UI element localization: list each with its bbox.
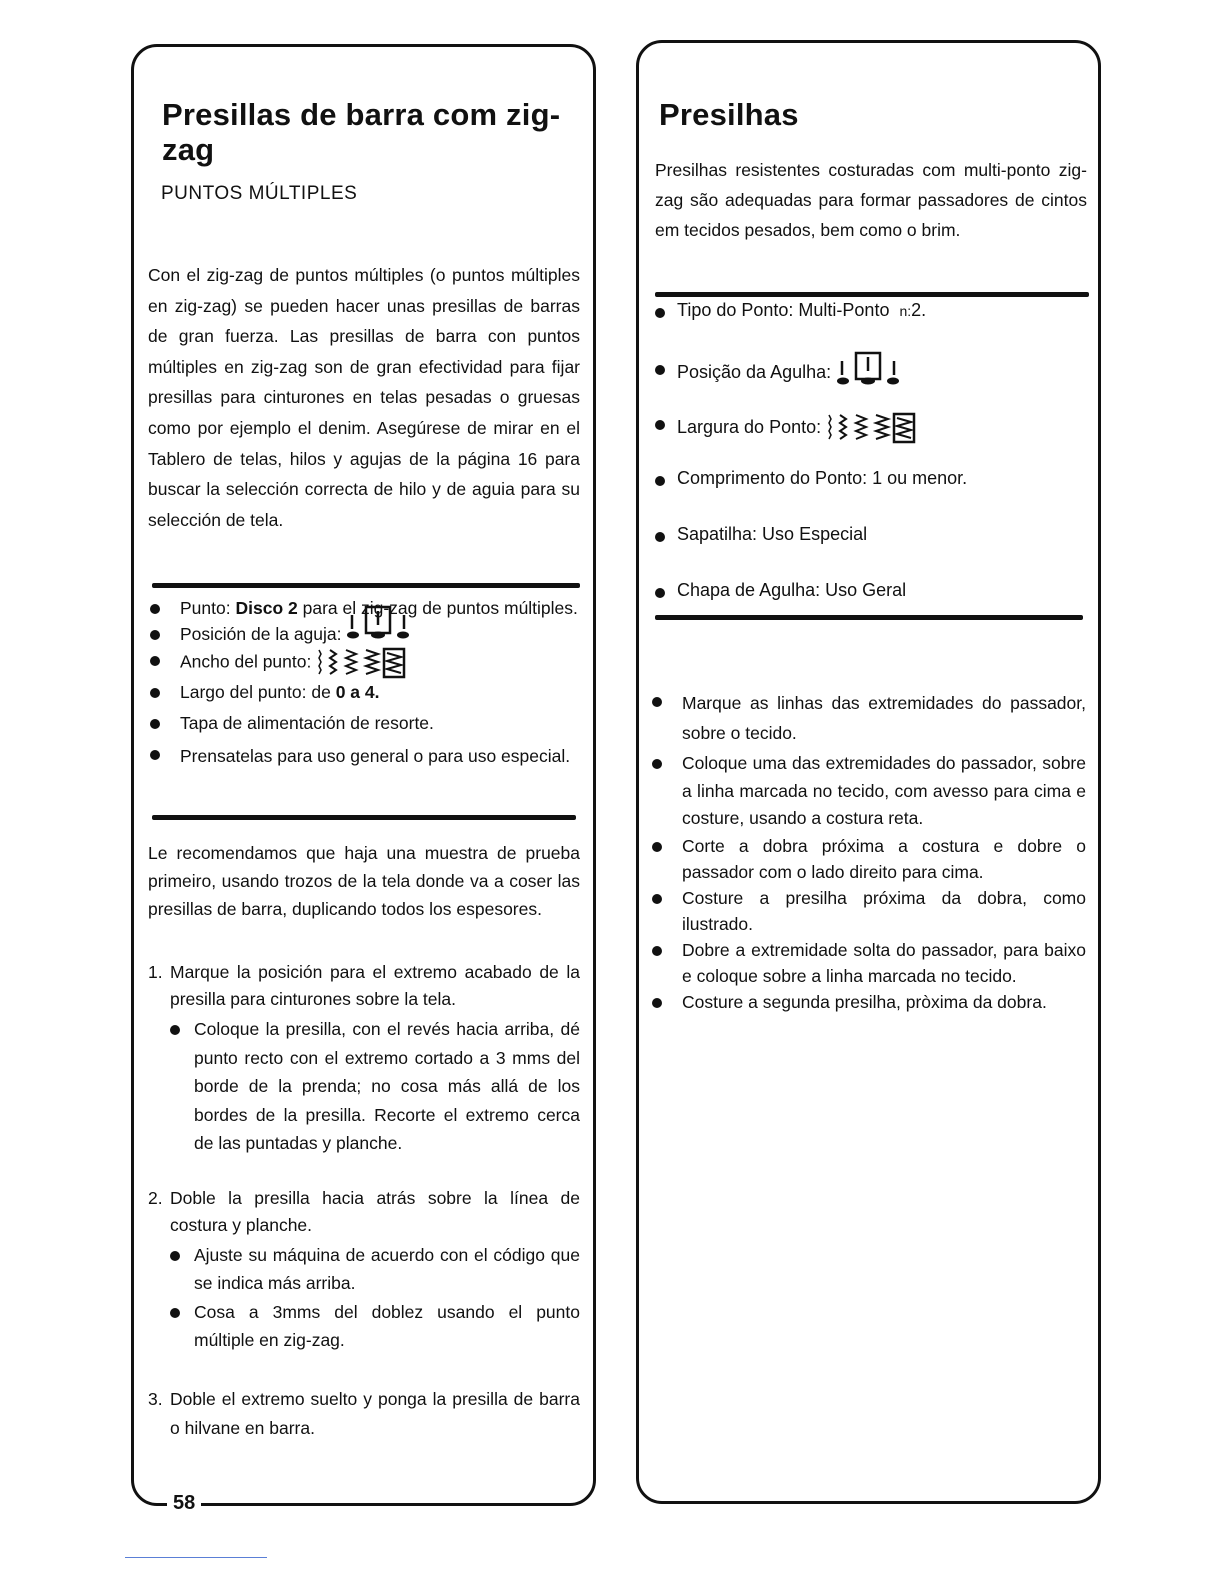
left-settings-bottom-rule — [152, 815, 576, 820]
right-title: Presilhas — [659, 97, 799, 132]
step-1-bullet: Coloque la presilla, con el revés hacia arriba, dé punto recto con el extremo cortado a 3 mms del borde de la prenda; no cosa más allá de los bordes de la presilla. Recorte el extremo cerca de las puntadas y planche. — [170, 1015, 580, 1158]
stitch-width-icon — [826, 412, 918, 444]
right-settings-bottom-rule — [655, 615, 1083, 620]
step-3 — [148, 1385, 580, 1443]
step-2-bullet-2: Cosa a 3mms del doblez usando el punto múltiple en zig-zag. — [170, 1298, 580, 1355]
setting-stitch-width: Ancho del punto: — [148, 647, 582, 679]
step-1 — [148, 959, 580, 1158]
page-number: 58 — [167, 1492, 201, 1515]
left-recommendation: Le recomendamos que haja una muestra de prueba primeiro, usando trozos de la tela donde va a coser las presillas de barra, duplicando todos los espesores. — [148, 843, 580, 919]
right-intro: Presilhas resistentes costuradas com multi-ponto zig-zag são adequadas para formar passadores de cintos em tecidos pesados, bem como o brim. — [655, 160, 1087, 240]
setting-presser-foot-pt: Sapatilha: Uso Especial — [655, 524, 867, 545]
step-2-text: Doble la presilla hacia atrás sobre la línea de costura y planche. — [170, 1187, 580, 1235]
left-settings-top-rule — [152, 583, 580, 588]
left-steps — [148, 959, 580, 1443]
step-2 — [148, 1185, 580, 1355]
instruction-2: Coloque uma das extremidades do passador, sobre a linha marcada no tecido, com avesso para cima e costure, usando a costura reta. — [652, 750, 1086, 833]
needle-position-icon — [836, 351, 902, 389]
step-2-number: 2. — [148, 1187, 163, 1208]
left-title: Presillas de barra com zig-zag — [162, 97, 561, 167]
setting-presser-foot: Prensatelas para uso general o para uso especial. — [148, 741, 582, 771]
setting-stitch-type: Tipo do Ponto: Multi-Ponto n:2. — [655, 300, 926, 321]
step-2-bullet-1: Ajuste su máquina de acuerdo con el código que se indica más arriba. — [170, 1241, 580, 1298]
setting-stitch-length-pt: Comprimento do Ponto: 1 ou menor. — [655, 468, 967, 489]
setting-feed-cover: Tapa de alimentación de resorte. — [148, 710, 582, 736]
setting-punto: Punto: Disco 2 para el zig-zag de puntos múltiples. — [148, 595, 582, 621]
instruction-6: Costure a segunda presilha, pròxima da dobra. — [652, 989, 1086, 1015]
setting-stitch-width-pt: Largura do Ponto: — [655, 412, 918, 444]
footer-link-underline — [125, 1557, 267, 1558]
right-settings-top-rule — [655, 292, 1089, 297]
step-1-number: 1. — [148, 962, 163, 982]
step-3-text: Doble el extremo suelto y ponga la presilla de barra o hilvane en barra. — [170, 1388, 580, 1438]
needle-position-icon — [346, 605, 412, 643]
instruction-1: Marque as linhas das extremidades do passador, sobre o tecido. — [652, 688, 1086, 748]
setting-needle-position-pt: Posição da Agulha: — [655, 357, 902, 389]
right-instructions — [652, 688, 1086, 1015]
setting-stitch-length: Largo del punto: de 0 a 4. — [148, 679, 582, 705]
left-intro: Con el zig-zag de puntos múltiples (o puntos múltiples en zig-zag) se pueden hacer unas presillas de barras de gran fuerza. Las presillas de barra con puntos múltiples en zig-zag son de gran efectividad para fijar presillas para cinturones en telas pesadas o gruesas como por ejemplo el denim. Asegúrese de mirar en el Tablero de telas, hilos y agujas de la página 16 para buscar la selección correcta de hilo y de aguia para su selección de tela. — [148, 265, 580, 530]
instruction-3: Corte a dobra próxima a costura e dobre o passador com o lado direito para cima. — [652, 833, 1086, 885]
left-subtitle: PUNTOS MÚLTIPLES — [161, 183, 358, 204]
stitch-width-icon — [316, 647, 408, 679]
step-1-text: Marque la posición para el extremo acabado de la presilla para cinturones sobre la tela. — [170, 962, 580, 1009]
instruction-5: Dobre a extremidade solta do passador, para baixo e coloque sobre a linha marcada no tecido. — [652, 937, 1086, 989]
left-settings-list — [148, 595, 582, 771]
setting-needle-position: Posición de la aguja: — [148, 621, 582, 647]
step-3-number: 3. — [148, 1388, 163, 1409]
setting-needle-plate-pt: Chapa de Agulha: Uso Geral — [655, 580, 906, 601]
instruction-4: Costure a presilha próxima da dobra, como ilustrado. — [652, 885, 1086, 937]
